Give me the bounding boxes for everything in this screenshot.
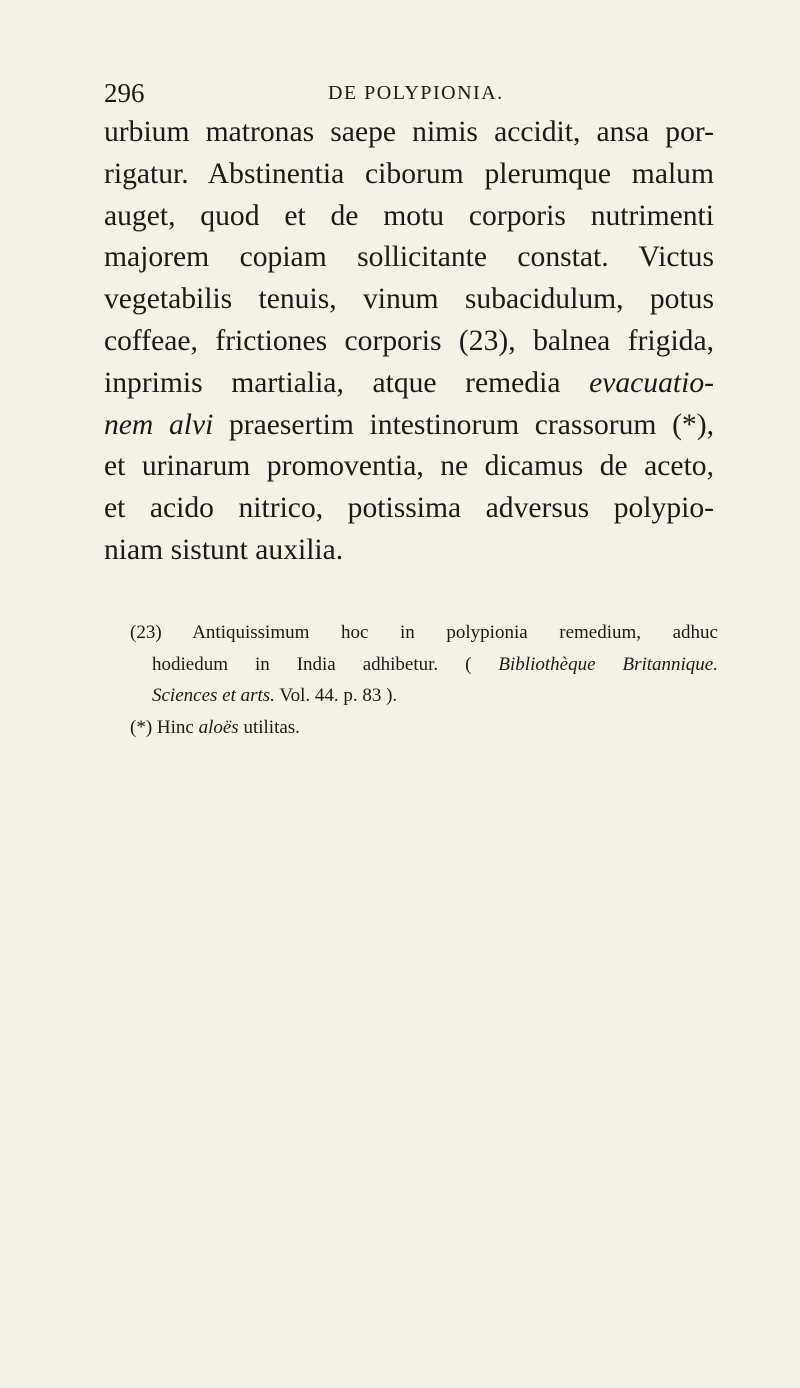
text-line: auget, quod et de motu corporis nutrimenti: [104, 199, 714, 232]
footnote-line: [130, 712, 718, 744]
text-segment: inprimis martialia, atque remedia: [104, 366, 590, 399]
page-number: 296: [104, 78, 145, 108]
footnotes: [130, 617, 718, 743]
text-segment: utilitas.: [238, 716, 300, 738]
text-line: majorem copiam sollicitante constat. Victus: [104, 241, 714, 274]
footnote-line: (23) Antiquissimum hoc in polypionia remedium, adhuc: [130, 622, 718, 643]
page-header: [104, 78, 704, 114]
footnote-line: [152, 649, 718, 681]
main-paragraph: [104, 112, 714, 572]
text-line: coffeae, frictiones corporis (23), balnea frigida,: [104, 324, 714, 357]
italic-text: Bibliothèque Britannique.: [498, 653, 718, 675]
text-segment: hodiedum in India adhibetur. (: [152, 653, 499, 675]
italic-text: nem alvi: [104, 408, 214, 441]
text-segment: praesertim intestinorum crassorum (*),: [213, 408, 714, 441]
text-line: [104, 405, 714, 447]
text-line: et urinarum promoventia, ne dicamus de aceto,: [104, 450, 714, 483]
text-line: et acido nitrico, potissima adversus polypio-: [104, 492, 714, 525]
italic-text: aloës: [198, 716, 239, 738]
text-line: rigatur. Abstinentia ciborum plerumque malum: [104, 157, 714, 190]
text-line: niam sistunt auxilia.: [104, 533, 344, 566]
text-segment: (*) Hinc: [130, 716, 199, 738]
text-line: vegetabilis tenuis, vinum subacidulum, potus: [104, 283, 714, 316]
italic-text: Sciences et arts.: [152, 685, 275, 706]
text-line: urbium matronas saepe nimis accidit, ansa por-: [104, 116, 714, 148]
running-title: DE POLYPIONIA.: [328, 82, 504, 104]
footnote-line: [152, 680, 718, 712]
text-segment: Vol. 44. p. 83 ).: [274, 685, 398, 706]
italic-text: evacuatio-: [589, 366, 714, 399]
text-line: [104, 363, 714, 405]
